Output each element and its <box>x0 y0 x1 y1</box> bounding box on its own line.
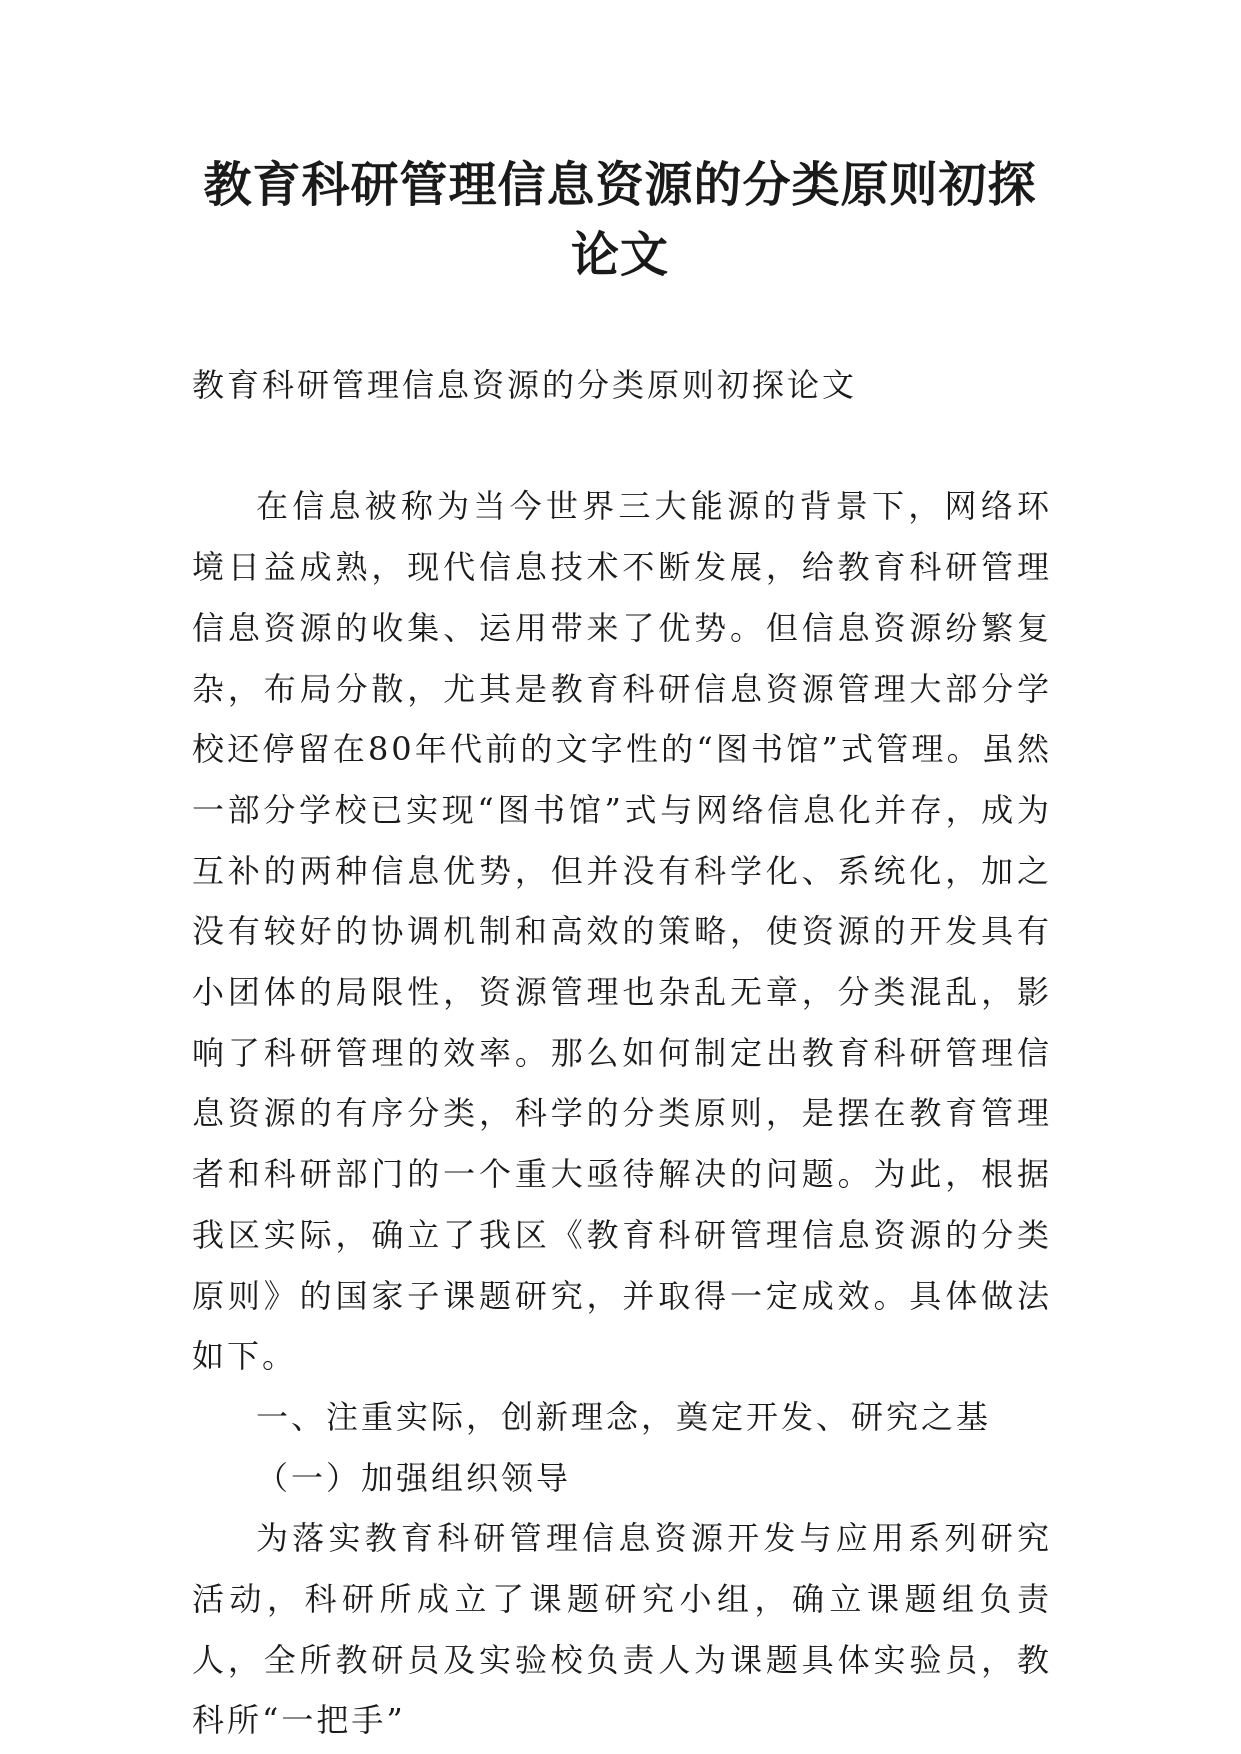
document-subtitle: 教育科研管理信息资源的分类原则初探论文 <box>192 366 858 404</box>
subsection-heading: （一）加强组织领导 <box>256 1458 572 1497</box>
document-body <box>192 355 1052 1751</box>
paragraph-organization: 为落实教育科研管理信息资源开发与应用系列研究活动，科研所成立了课题研究小组，确立课题组负责人，全所教研员及实验校负责人为课题具体实验员，教科所“一把手” <box>192 1519 1052 1740</box>
section-heading: 一、注重实际，创新理念，奠定开发、研究之基 <box>256 1397 992 1436</box>
paragraph-intro: 在信息被称为当今世界三大能源的背景下，网络环境日益成熟，现代信息技术不断发展，给教育科研管理信息资源的收集、运用带来了优势。但信息资源纷繁复杂，布局分散，尤其是教育科研信息资源管理大部分学校还停留在80年代前的文字性的“图书馆”式管理。虽然一部分学校已实现“图书馆”式与网络信息化并存，成为互补的两种信息优势，但并没有科学化、系统化，加之没有较好的协调机制和高效的策略，使资源的开发具有小团体的局限性，资源管理也杂乱无章，分类混乱，影响了科研管理的效率。那么如何制定出教育科研管理信息资源的有序分类，科学的分类原则，是摆在教育管理者和科研部门的一个重大亟待解决的问题。为此，根据我区实际，确立了我区《教育科研管理信息资源的分类原则》的国家子课题研究，并取得一定成效。具体做法如下。 <box>192 487 1052 1376</box>
document-title: 教育科研管理信息资源的分类原则初探论文 <box>203 157 1037 283</box>
